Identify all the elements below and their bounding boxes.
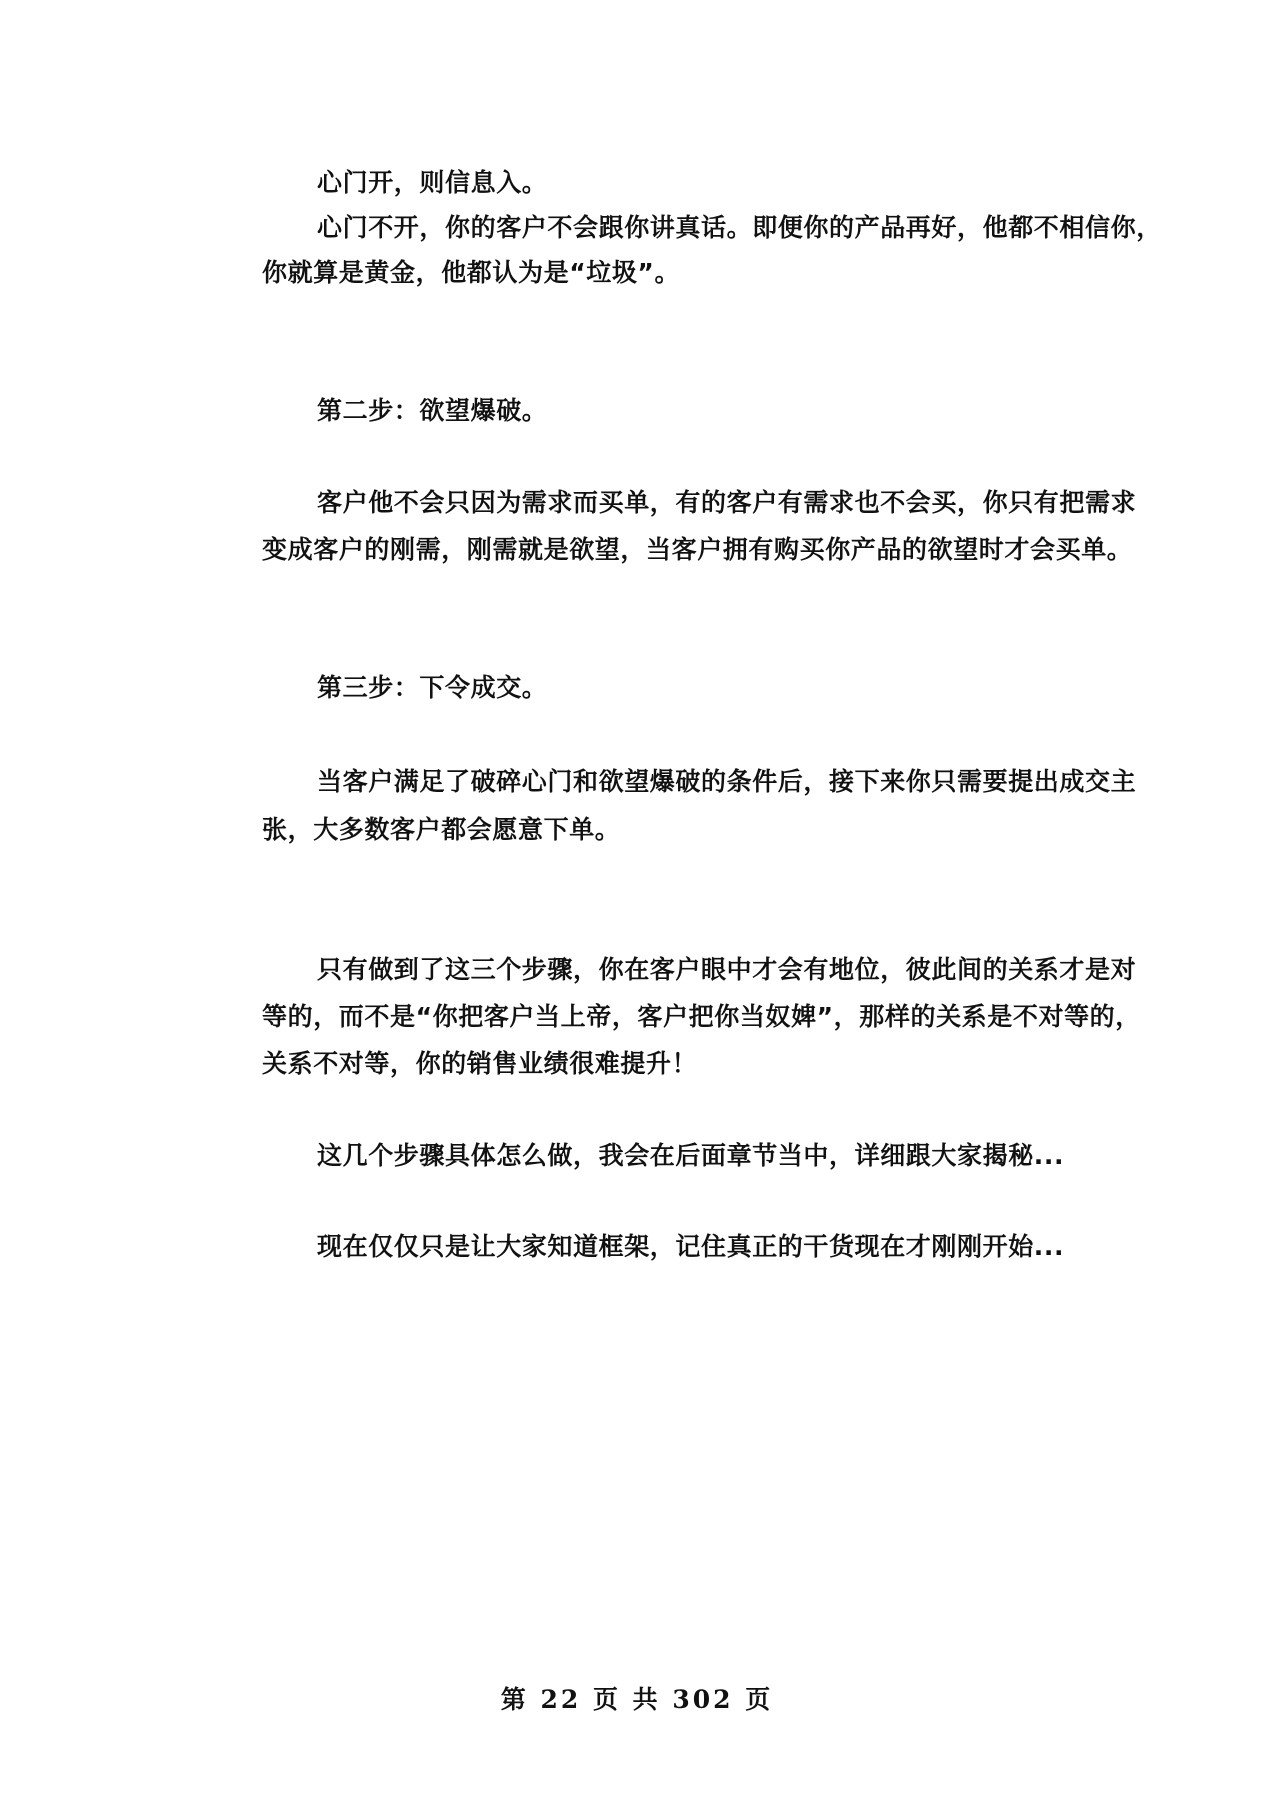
paragraph-line: 心门不开，你的客户不会跟你讲真话。即便你的产品再好，他都不相信你， [317, 213, 1162, 242]
paragraph-line: 心门开，则信息入。 [317, 168, 548, 197]
paragraph-line: 现在仅仅只是让大家知道框架，记住真正的干货现在才刚刚开始... [317, 1232, 1065, 1261]
paragraph-line: 你就算是黄金，他都认为是“垃圾”。 [262, 258, 681, 287]
paragraph-line: 张，大多数客户都会愿意下单。 [262, 815, 621, 844]
page-number: 第 22 页 共 302 页 [500, 1685, 774, 1714]
paragraph-line: 这几个步骤具体怎么做，我会在后面章节当中，详细跟大家揭秘... [317, 1141, 1065, 1170]
paragraph-line: 关系不对等，你的销售业绩很难提升！ [262, 1049, 698, 1078]
paragraph-line: 客户他不会只因为需求而买单，有的客户有需求也不会买，你只有把需求 [317, 488, 1137, 517]
paragraph-line: 只有做到了这三个步骤，你在客户眼中才会有地位，彼此间的关系才是对 [317, 955, 1137, 984]
paragraph-line: 等的，而不是“你把客户当上帝，客户把你当奴婢”，那样的关系是不对等的， [262, 1002, 1141, 1031]
step-heading: 第二步：欲望爆破。 [317, 396, 548, 425]
paragraph-line: 当客户满足了破碎心门和欲望爆破的条件后，接下来你只需要提出成交主 [317, 767, 1137, 796]
step-heading: 第三步：下令成交。 [317, 673, 548, 702]
paragraph-line: 变成客户的刚需，刚需就是欲望，当客户拥有购买你产品的欲望时才会买单。 [262, 535, 1133, 564]
